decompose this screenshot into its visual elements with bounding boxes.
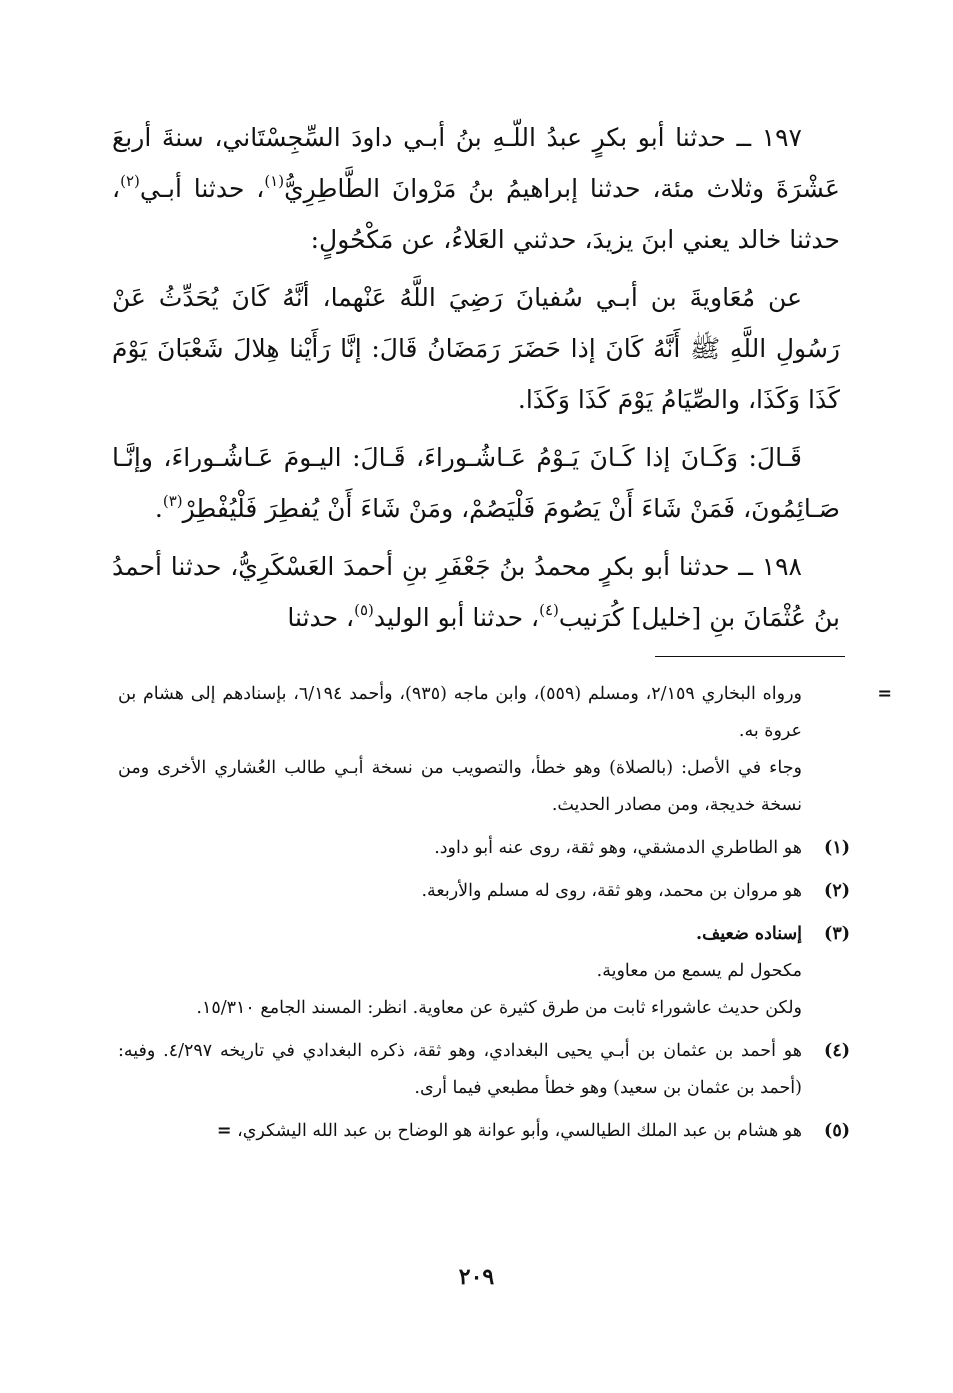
hadith-198-part-1: ١٩٨ ــ حدثنا أبو بكرٍ محمدُ بنُ جَعْفَرِ بنِ أحمدَ العَسْكَرِيُّ، حدثنا أحمدُ بنُ عُثْمَانَ بنِ [خليل] كُرَنيب — [112, 552, 840, 632]
footnote-ref-2: (٢) — [120, 172, 140, 190]
footnote-separator — [655, 656, 845, 657]
hadith-197-matn-2-end: . — [154, 494, 163, 523]
footnote-2-number: (٢) — [824, 881, 850, 901]
footnote-5 — [118, 1113, 850, 1150]
footnote-3-text-2: مكحول لم يسمع من معاوية. — [596, 961, 802, 981]
main-text — [112, 112, 840, 650]
footnote-5-line — [118, 1113, 802, 1150]
hadith-197-isnad-part-2: ، حدثنا أبـي — [139, 174, 265, 203]
footnote-3-text-1: إسناده ضعيف. — [696, 924, 802, 944]
footnote-continuation-line-1: ورواه البخاري ٢/١٥٩، ومسلم (٥٥٩)، وابن ماجه (٩٣٥)، وأحمد ٦/١٩٤، بإسنادهم إلى هشام بن عروة به. — [118, 684, 802, 741]
hadith-198-part-3: ، حدثنا — [287, 603, 355, 632]
footnote-4 — [118, 1033, 850, 1107]
hadith-197-isnad-part-3: ، حدثنا خالد يعني ابنَ يزيدَ، حدثني العَلاءُ، عن مَكْحُولٍ: — [112, 174, 840, 254]
hadith-197-matn-2 — [112, 432, 840, 534]
footnote-5-number: (٥) — [824, 1121, 850, 1141]
footnote-ref-1: (١) — [264, 172, 285, 190]
footnote-continuation — [118, 676, 892, 824]
footnote-ref-5: (٥) — [354, 601, 374, 619]
footnote-ref-4: (٤) — [539, 601, 559, 619]
page-number: ٢٠٩ — [458, 1264, 495, 1290]
hadith-197-isnad-part-1: ١٩٧ ــ حدثنا أبو بكرٍ عبدُ اللّـهِ بنُ أبـي داودَ السِّجِسْتَاني، سنةَ أربعَ عَشْرَةَ وثلاث مئة، حدثنا إبراهيمُ بنُ مَرْوانَ الطَّاطِرِيُّ — [112, 123, 840, 203]
footnote-continuation-line-2: وجاء في الأصل: (بالصلاة) وهو خطأ، والتصويب من نسخة أبـي طالب العُشاري الأخرى ومن نسخة خديجة، ومن مصادر الحديث. — [118, 758, 802, 815]
continuation-end-mark: = — [216, 1121, 232, 1141]
footnote-3-text-3: ولكن حديث عاشوراء ثابت من طرق كثيرة عن معاوية. انظر: المسند الجامع ١٥/٣١٠. — [196, 998, 802, 1018]
continuation-mark: = — [877, 684, 892, 704]
footnote-2-text: هو مروان بن محمد، وهو ثقة، روى له مسلم والأربعة. — [421, 881, 802, 901]
hadith-197-matn-1: عن مُعَاويةَ بن أبـي سُفيانَ رَضِيَ اللَّهُ عَنْهما، أنَّهُ كَانَ يُحَدِّثُ عَنْ رَسُولِ اللَّهِ ﷺ أَنَّهُ كَانَ إذا حَضَرَ رَمَضَانُ قَالَ: إنَّا رَأَيْنا هِلالَ شَعْبَانَ يَوْمَ كَذَا وَكَذَا، والصِّيَامُ يَوْمَ كَذَا وَكَذَا. — [112, 283, 840, 414]
footnotes — [118, 676, 892, 1156]
footnote-4-text: هو أحمد بن عثمان بن أبـي يحيى البغدادي، وهو ثقة، ذكره البغدادي في تاريخه ٤/٢٩٧. وفيه: (أحمد بن عثمان بن سعيد) وهو خطأ مطبعي فيما أرى. — [118, 1041, 802, 1098]
footnote-5-text: هو هشام بن عبد الملك الطيالسي، وأبو عوانة هو الوضاح بن عبد الله اليشكري، — [237, 1121, 802, 1141]
footnote-1 — [118, 830, 850, 867]
footnote-3-number: (٣) — [824, 924, 850, 944]
footnote-1-number: (١) — [824, 838, 850, 858]
footnote-1-text: هو الطاطري الدمشقي، وهو ثقة، روى عنه أبو داود. — [434, 838, 802, 858]
footnote-4-number: (٤) — [824, 1041, 850, 1061]
hadith-198-isnad — [112, 541, 840, 643]
hadith-197-isnad — [112, 112, 840, 265]
hadith-197-matn-2-text: قَـالَ: وَكَـانَ إذا كَـانَ يَـوْمُ عَـاشُـوراءَ، قَـالَ: اليـومَ عَـاشُـوراءَ، وإنَّـا صَـائِمُونَ، فَمَنْ شَاءَ أَنْ يَصُومَ فَلْيَصُمْ، ومَنْ شَاءَ أَنْ يُفطِرَ فَلْيُفْطِرْ — [112, 443, 840, 523]
footnote-ref-3: (٣) — [162, 492, 183, 510]
footnote-2 — [118, 873, 850, 910]
footnote-3 — [118, 916, 850, 1027]
hadith-198-part-2: ، حدثنا أبو الوليد — [373, 603, 540, 632]
